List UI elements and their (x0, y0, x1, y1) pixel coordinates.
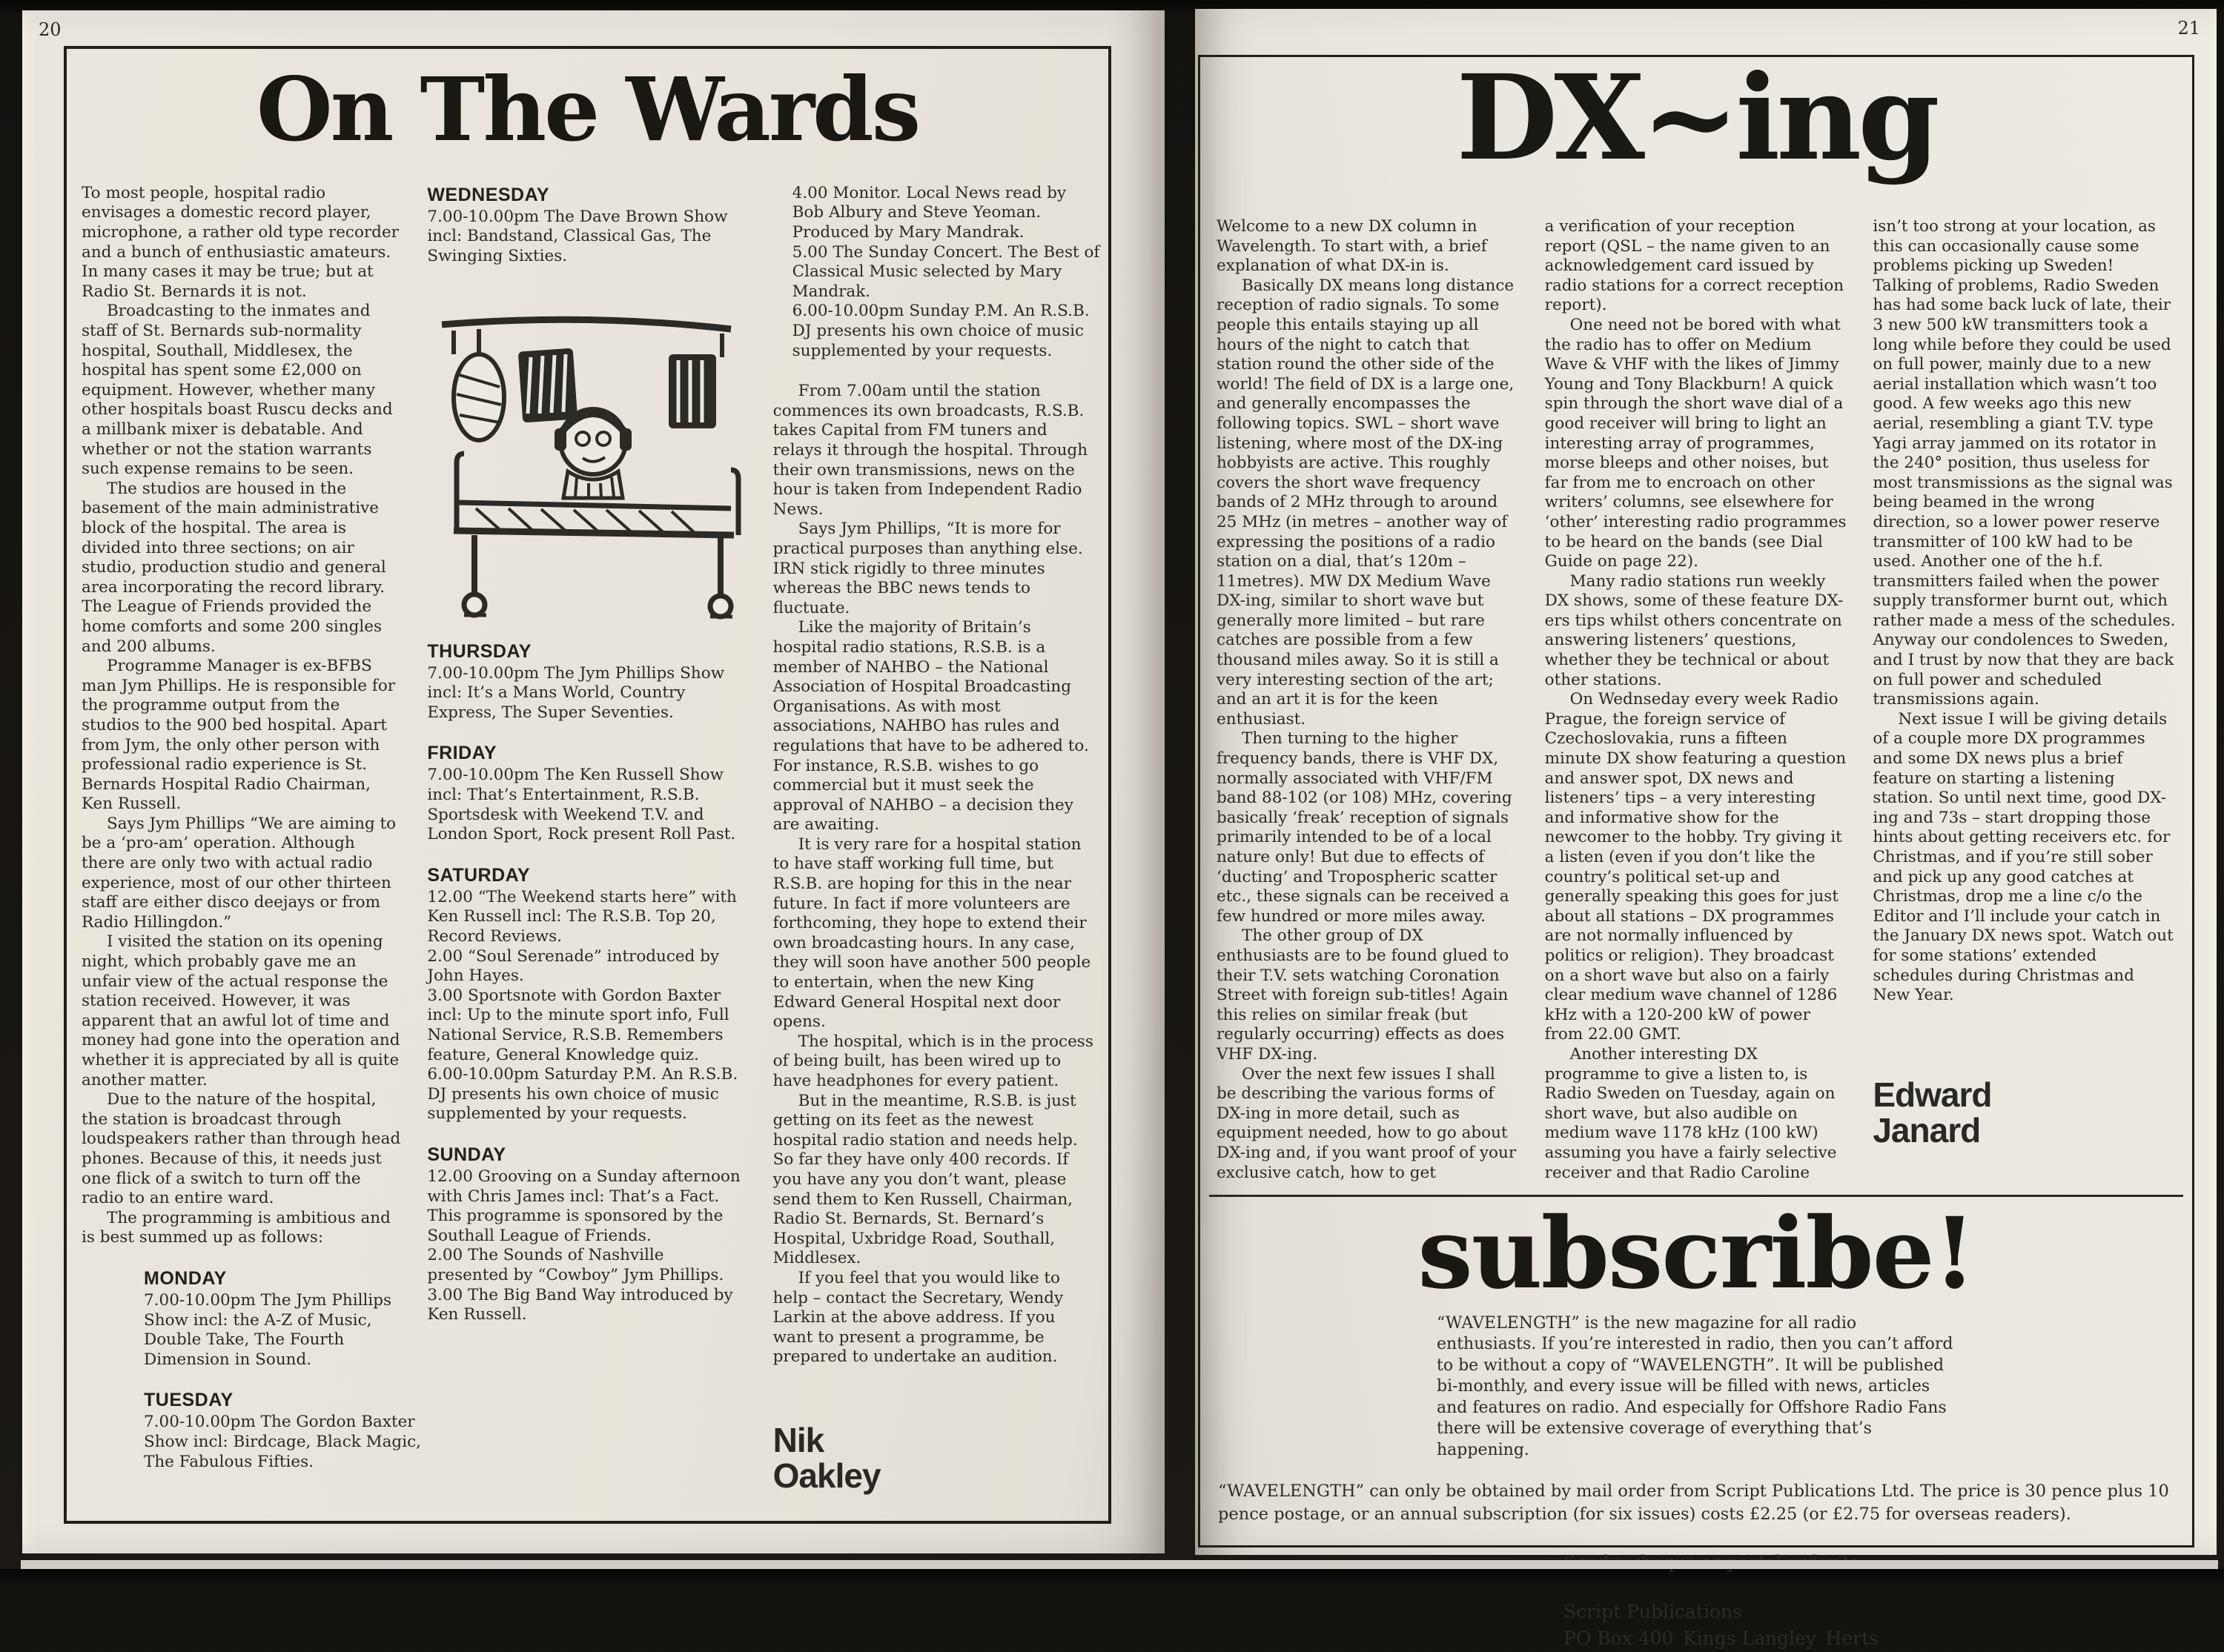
on-the-wards-columns (82, 183, 1100, 1495)
schedule-monday (144, 1267, 431, 1370)
paragraph: If you feel that you would like to help – contact the Secretary, Wendy Larkin at the above address. If you want to present a programme, be prepared to undertake an audition. (772, 1268, 1064, 1367)
schedule-entry: 6.00-10.00pm Sunday P.M. An R.S.B. DJ presents his own choice of music supplemented by your requests. (792, 302, 1090, 360)
schedule-day-heading: SUNDAY (427, 1144, 506, 1165)
schedule-tuesday (144, 1389, 431, 1472)
schedule-entry: 12.00 “The Weekend starts here” with Ken Russell incl: The R.S.B. Top 20, Record Reviews. (427, 887, 737, 946)
article-frame-dx-ing (1198, 50, 2194, 1650)
schedule-thursday (427, 640, 747, 723)
subscribe-intro-text: “WAVELENGTH” is the new magazine for all radio enthusiasts. If you’re interested in radio, then you can’t afford to be without a copy of “WAVELENGTH”. It will be published bi-monthly, and every issue will be filled with news, articles and features on radio. And especially for Offshore Radio Fans there will be extensive coverage of everything that’s happening. (1437, 1313, 1953, 1459)
schedule-entry: 5.00 The Sunday Concert. The Best of Classical Music selected by Mary Mandrak. (792, 242, 1100, 301)
paragraph: Then turning to the higher frequency bands, there is VHF DX, normally associated with VHF/FM band 88-102 (or 108) MHz, covering basically ‘freak’ reception of signals primarily intended to be of a local nature only! But due to effects of ‘ducting’ and Tropospheric scatter etc., these signals can be received a few hundred or more miles away. (1217, 729, 1512, 926)
paragraph: One need not be bored with what the radio has to offer on Medium Wave & VHF with the likes of Jimmy Young and Tony Blackburn! A quick spin through the short wave dial of a good receiver will bring to light an interesting array of programmes, morse bleeps and other noises, but far from me to encroach on other writers’ columns, see elsewhere for ‘other’ interesting radio programmes to be heard on the bands (see Dial Guide on page 22). (1544, 315, 1847, 571)
schedule-day-heading: THURSDAY (427, 640, 532, 662)
schedule-entry: 7.00-10.00pm The Dave Brown Show incl: Bandstand, Classical Gas, The Swinging Sixties. (427, 207, 728, 266)
paragraph: It is very rare for a hospital station to have staff working full time, but R.S.B. are hoping for this in the near future. In fact if more volunteers are forthcoming, they hope to extend their own broadcasting hours. In any case, they will soon have another 500 people to entertain, when the new King Edward General Hospital next door opens. (772, 835, 1091, 1032)
right-column-1 (1217, 217, 1520, 1183)
schedule-entry: 2.00 The Sounds of Nashville presented by “Cowboy” Jym Phillips. (427, 1246, 724, 1284)
article-frame-on-the-wards (64, 46, 1111, 1524)
patient-in-bed-illustration (431, 286, 743, 621)
schedule-day-heading: MONDAY (144, 1267, 227, 1289)
left-column-2 (427, 184, 747, 1493)
byline-line: Edward (1873, 1075, 1992, 1114)
subscribe-section (1217, 1196, 2176, 1652)
paragraph: Broadcasting to the inmates and staff of St. Bernards sub-normality hospital, Southall, Middlesex, the hospital has spent some £2,000 on equipment. However, whether many other hospitals boast Ruscu decks and a millbank mixer is debatable. And whether or not the station warrants such expense remains to be seen. (82, 302, 393, 479)
subscribe-address (1563, 1599, 2176, 1652)
page-number-20: 20 (39, 19, 62, 40)
address-line: PO Box 400 Kings Langley Herts (1563, 1628, 1879, 1650)
schedule-sunday (427, 1144, 747, 1325)
author-byline-nik-oakley (773, 1422, 1093, 1493)
schedule-day-heading: TUESDAY (144, 1390, 234, 1411)
schedule-day-heading: SATURDAY (427, 864, 531, 886)
paragraph: The studios are housed in the basement of the main administrative block of the hospital. The area is divided into three sections; on air studio, production studio and general area incorporating the record library. The League of Friends provided the home comforts and some 200 singles and 200 albums. (82, 479, 386, 656)
paragraph: Over the next few issues I shall be describing the various forms of DX-ing in more detail, such as equipment needed, how to go about DX-ing and, if you want proof of your exclusive catch, how to get (1217, 1064, 1517, 1182)
dx-ing-columns (1217, 217, 2176, 1183)
paragraph: From 7.00am until the station commences its own broadcasts, R.S.B. takes Capital from FM tuners and relays it through the hospital. Through their own transmissions, news on the hour is taken from Independent Radio News. (772, 382, 1088, 519)
byline-line: Janard (1873, 1110, 1981, 1150)
schedule-day-heading: FRIDAY (427, 743, 497, 764)
schedule-entry: 7.00-10.00pm The Jym Phillips Show incl: It’s a Mans World, Country Express, The Super Seventies. (427, 663, 725, 722)
paragraph: Says Jym Phillips “We are aiming to be a ‘pro-am’ operation. Although there are only two with actual radio experience, most of our other thirteen staff are either disco deejays or from Radio Hillingdon.” (82, 814, 397, 932)
schedule-entry: 12.00 Grooving on a Sunday afternoon with Chris James incl: That’s a Fact. This programme is sponsored by the Southall League of Friends. (427, 1167, 741, 1245)
schedule-wednesday (427, 184, 747, 267)
magazine-page-21 (1195, 9, 2217, 1650)
paragraph: Says Jym Phillips, “It is more for practical purposes than anything else. IRN stick rigidly to three minutes whereas the BBC news tends to fluctuate. (772, 520, 1083, 617)
schedule-entry: 7.00-10.00pm The Gordon Baxter Show incl: Birdcage, Black Magic, The Fabulous Fifties. (144, 1413, 421, 1471)
paragraph: I visited the station on its opening night, which probably gave me an unfair view of the actual response the station received. However, it was apparent that an awful lot of time and money had gone into the operation and whether it is appreciated by all is quite another matter. (82, 932, 400, 1089)
schedule-entry: 3.00 The Big Band Way introduced by Ken Russell. (427, 1285, 733, 1324)
schedule-entry: 7.00-10.00pm The Jym Phillips Show incl: the A-Z of Music, Double Take, The Fourth Dimension in Sound. (144, 1290, 392, 1369)
paragraph: a verification of your reception report (QSL – the name given to an acknowledgement card issued by radio stations for a correct reception report). (1544, 217, 1844, 315)
paragraph: Basically DX means long distance reception of radio signals. To some people this entails staying up all hours of the night to catch that station round the other side of the world! The field of DX is a large one, and generally encompasses the following topics. SWL – short wave listening, where most of the DX-ing hobbyists are active. This roughly covers the short wave frequency bands of 2 MHz through to around 25 MHz (in metres – another way of expressing the positions of a radio station on a dial, that’s 120m – 11metres). MW DX Medium Wave DX-ing, similar to short wave but generally more limited – but rare catches are possible from a few thousand miles away. So it is still a very interesting section of the art; and an art it is for the keen enthusiast. (1217, 276, 1515, 729)
paragraph: Many radio stations run weekly DX shows, some of these feature DX-ers tips whilst others concentrate on answering listeners’ questions, whether they be technical or about other stations. (1544, 571, 1844, 689)
magazine-page-20 (22, 10, 1165, 1553)
paragraph: The programming is ambitious and is best summed up as follows: (82, 1208, 391, 1247)
schedule-entry: 3.00 Sportsnote with Gordon Baxter incl: Up to the minute sport info, Full National Service, R.S.B. Remembers feature, General Knowledge quiz. (427, 986, 729, 1064)
paragraph: The other group of DX enthusiasts are to be found glued to their T.V. sets watching Coronation Street with foreign sub-titles! Again this relies on similar freak (but regularly occurring) effects as does VHF DX-ing. (1217, 926, 1509, 1064)
schedule-friday (427, 742, 747, 844)
byline-line: Nik (772, 1420, 824, 1459)
paragraph: Like the majority of Britain’s hospital radio stations, R.S.B. is a member of NAHBO – the National Association of Hospital Broadcasting Organisations. As with most associations, NAHBO has rules and regulations that have to be adhered to. For instance, R.S.B. wishes to go commercial but it must seek the approval of NAHBO – a decision they are awaiting. (772, 618, 1089, 835)
paragraph: Next issue I will be giving details of a couple more DX programmes and some DX news plus a brief feature on starting a listening station. So until next time, good DX-ing and 73s – start dropping those hints about getting receivers etc. for Christmas, and if you’re still sober and pick up any good catches at Christmas, drop me a line c/o the Editor and I’ll include your catch in the January DX news spot. Watch out for some stations’ extended schedules during Christmas and New Year. (1873, 709, 2174, 1005)
paragraph: Welcome to a new DX column in Wavelength. To start with, a brief explanation of what DX-in is. (1217, 217, 1487, 276)
paragraph: To most people, hospital radio envisages a domestic record player, microphone, a rather old type recorder and a bunch of enthusiastic amateurs. In many cases it may be true; but at Radio St. Bernards it is not. (82, 183, 399, 301)
right-column-3 (1873, 217, 2176, 1148)
page-number-21: 21 (2177, 18, 2200, 39)
schedule-entry: 6.00-10.00pm Saturday P.M. An R.S.B. DJ presents his own choice of music supplemented by your requests. (427, 1065, 738, 1124)
author-byline-edward-janard (1873, 1077, 2176, 1148)
paragraph: Another interesting DX programme to give a listen to, is Radio Sweden on Tuesday, again on short wave, but also audible on medium wave 1178 kHz (100 kW) assuming you have a fairly selective receiver and that Radio Caroline (1544, 1044, 1837, 1182)
subscribe-headline: subscribe! (1417, 1196, 1975, 1312)
schedule-day-heading: WEDNESDAY (427, 184, 550, 205)
left-column-3 (772, 183, 1100, 1495)
address-line: Script Publications (1563, 1601, 1742, 1623)
paragraph: On Wednseday every week Radio Prague, the foreign service of Czechoslovakia, runs a fifteen minute DX show featuring a question and answer spot, DX news and listeners’ tips – a very interesting and informative show for the newcomer to the hobby. Try giving it a listen (even if you don’t like the country’s political set-up and generally speaking this goes for just about all stations – DX programmes are not normally influenced by politics or religion). They broadcast on a short wave but also on a fairly clear medium wave channel of 1286 kHz with a 120-200 kW of power from 22.00 GMT. (1544, 690, 1847, 1044)
schedule-sunday-continued (792, 184, 1101, 361)
paragraph: isn’t too strong at your location, as this can occasionally cause some problems picking up Sweden! Talking of problems, Radio Sweden has had some back luck of late, their 3 new 500 kW transmitters took a long while before they could be used on full power, mainly due to a new aerial installation which wasn’t too good. A few weeks ago this new aerial, resembling a giant T.V. type Yagi array jammed on its rotator in the 240° position, thus useless for most transmissions as the signal was being beamed in the wrong direction, so a lower power reserve transmitter of 100 kW had to be used. Another one of the h.f. transmitters failed when the power supply transformer burnt out, which rather made a mess of the schedules. Anyway our condolences to Sweden, and I trust by now that they are back on full power and scheduled transmissions again. (1873, 217, 2176, 709)
paragraph: The hospital, which is in the process of being built, has been wired up to have headphones for every patient. (772, 1032, 1093, 1091)
article-title-dx-ing: DX~ing (1456, 50, 1936, 187)
schedule-entry: 2.00 “Soul Serenade” introduced by John Hayes. (427, 946, 720, 986)
scan-edge (21, 1560, 2218, 1569)
schedule-entry: 7.00-10.00pm The Ken Russell Show incl: That’s Entertainment, R.S.B. Sportsdesk with Weekend T.V. and London Sport, Rock present Roll Past. (427, 766, 736, 844)
left-column-1 (82, 183, 421, 1493)
subscribe-mail-order-text: “WAVELENGTH” can only be obtained by mail order from Script Publications Ltd. The price is 30 pence plus 10 pence postage, or an annual subscription (for six issues) costs £2.25 (or £2.75 for overseas readers). (1218, 1482, 2169, 1525)
paragraph: Due to the nature of the hospital, the station is broadcast through loudspeakers rather than through head phones. Because of this, it needs just one flick of a switch to turn off the radio to an entire ward. (82, 1090, 401, 1208)
schedule-entry: 4.00 Monitor. Local News read by Bob Albury and Steve Yeoman. Produced by Mary Mandrak. (792, 183, 1067, 242)
byline-line: Oakley (772, 1456, 881, 1495)
article-title-on-the-wards: On The Wards (256, 58, 919, 161)
right-column-2 (1545, 217, 1848, 1183)
paragraph: Programme Manager is ex-BFBS man Jym Phillips. He is responsible for the programme output from the studios to the 900 bed hospital. Apart from Jym, the only other person with professional radio experience is St. Bernards Hospital Radio Chairman, Ken Russell. (82, 657, 396, 814)
schedule-saturday (427, 864, 747, 1124)
paragraph: But in the meantime, R.S.B. is just getting on its feet as the newest hospital radio station and needs help. So far they have only 400 records. If you have any you don’t want, please send them to Ken Russell, Chairman, Radio St. Bernards, St. Bernard’s Hospital, Uxbridge Road, Southall, Middlesex. (772, 1091, 1078, 1268)
